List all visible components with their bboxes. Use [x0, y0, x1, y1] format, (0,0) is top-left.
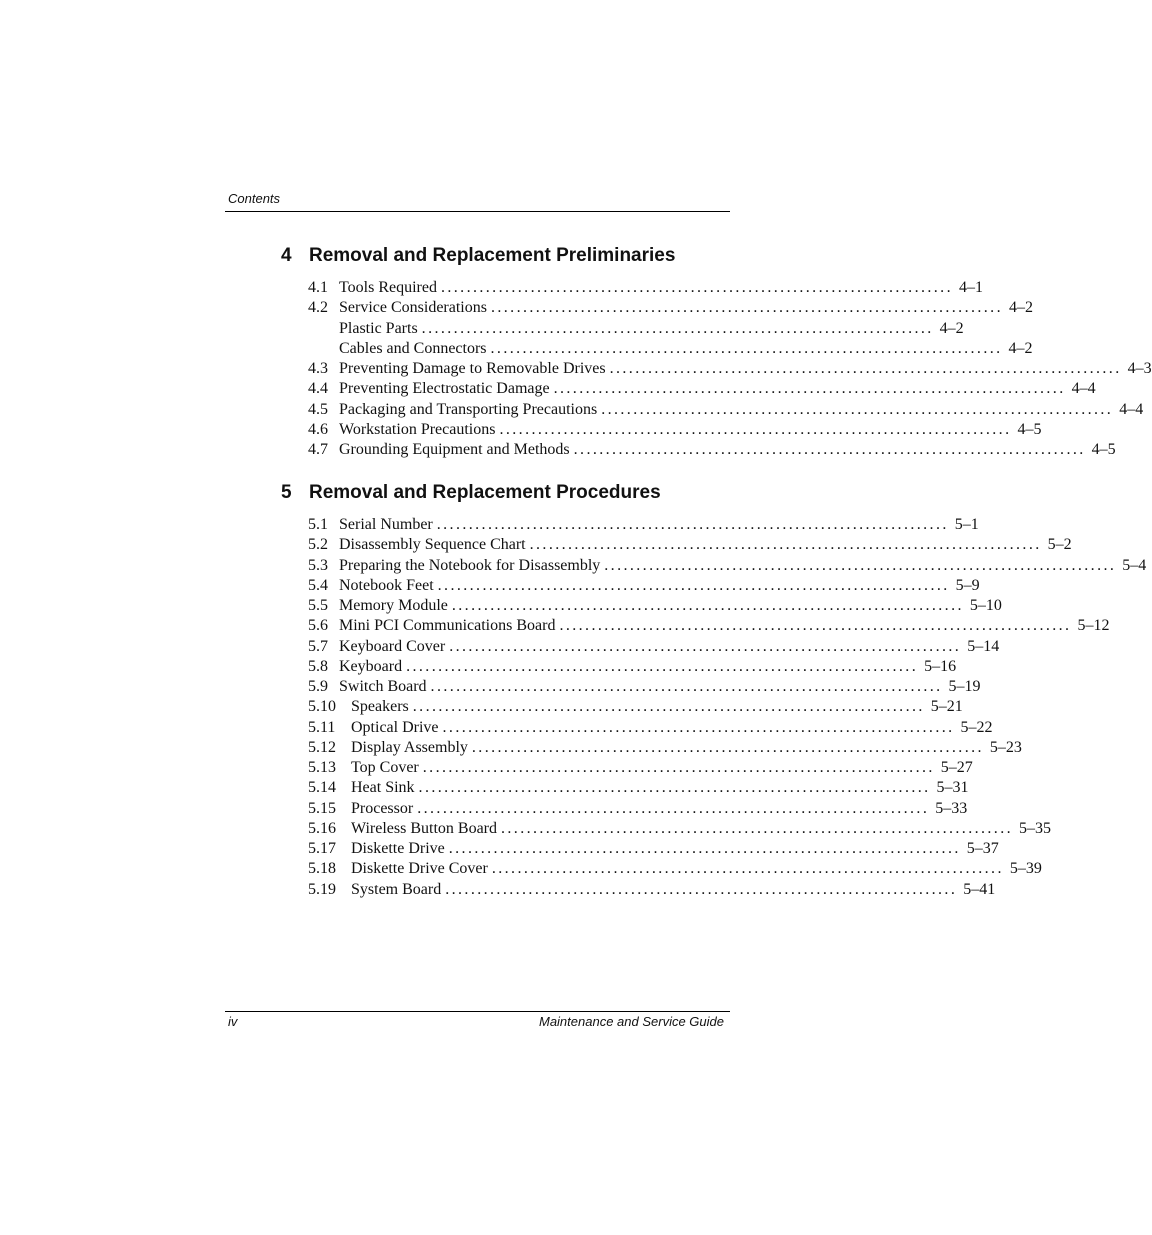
dot-leader: ................................................................................ [559, 617, 1072, 635]
chapter-number: 4 [281, 245, 292, 266]
toc-entry-page: 4–4 [1119, 400, 1144, 418]
toc-entry-title: Diskette Drive Cover [351, 860, 488, 878]
toc-entry-number: 5.12 [308, 738, 336, 756]
toc-entry-number: 5.13 [308, 759, 336, 776]
toc-entry-number: 5.17 [308, 840, 336, 857]
dot-leader: ................................................................................ [501, 819, 1013, 837]
toc-entry-page: 5–33 [935, 799, 968, 817]
dot-leader: ................................................................................ [529, 536, 1042, 554]
footer-title: Maintenance and Service Guide [538, 1014, 724, 1029]
toc-entry-number: 4.3 [308, 360, 328, 377]
toc-entry-title: Heat Sink [351, 779, 415, 797]
toc-entry [308, 596, 1002, 616]
dot-leader: ................................................................................ [601, 400, 1114, 418]
dot-leader: ................................................................................ [449, 637, 962, 655]
toc-entry-page: 5–12 [1077, 617, 1110, 635]
toc-entry [308, 859, 1042, 879]
toc-entry [308, 697, 963, 717]
dot-leader: ................................................................................ [406, 657, 919, 675]
dot-leader: ................................................................................ [412, 698, 925, 716]
toc-entry [308, 359, 1152, 379]
toc-entry-title: Wireless Button Board [351, 819, 497, 837]
toc-entry-number: 5.11 [308, 718, 336, 736]
dot-leader: ................................................................................ [436, 516, 949, 533]
toc-entry [308, 738, 1022, 758]
toc-entry [308, 758, 973, 778]
toc-entry-title: Cables and Connectors [339, 339, 487, 357]
toc-entry-page: 5–21 [930, 698, 963, 716]
toc-entry [308, 400, 1144, 420]
toc-entry-title: Top Cover [351, 759, 419, 776]
toc-entry-title: Preparing the Notebook for Disassembly [339, 556, 601, 574]
toc-entry-page: 5–10 [969, 597, 1002, 614]
toc-entry-page: 5–19 [948, 678, 981, 695]
chapter-title: Removal and Replacement Procedures [309, 482, 661, 503]
toc-entry-title: Service Considerations [339, 299, 487, 317]
toc-entry [308, 616, 1110, 636]
toc-entry [308, 420, 1042, 440]
toc-entry-page: 5–16 [924, 657, 957, 675]
dot-leader: ................................................................................ [417, 799, 930, 817]
toc-entry-page: 4–5 [1017, 420, 1042, 438]
dot-leader: ................................................................................ [573, 441, 1086, 458]
toc-entry-number: 5.8 [308, 657, 328, 675]
dot-leader: ................................................................................ [491, 860, 1004, 878]
toc-entry-page: 4–2 [1008, 299, 1033, 317]
dot-leader: ................................................................................ [471, 738, 984, 756]
toc-entry [308, 778, 969, 798]
toc-entry-title: Serial Number [339, 516, 433, 533]
chapter-heading [281, 482, 730, 515]
toc-entry-title: Diskette Drive [351, 840, 445, 857]
chapter-section [281, 245, 1152, 460]
toc-entry-page: 4–2 [939, 319, 964, 337]
toc-entry [308, 839, 999, 859]
dot-leader: ................................................................................ [437, 576, 950, 594]
toc-entry-title: Tools Required [339, 279, 437, 296]
chapter-heading [281, 245, 730, 278]
toc-entry-title: Grounding Equipment and Methods [339, 441, 570, 458]
dot-leader: ................................................................................ [422, 759, 935, 776]
toc-entry [308, 637, 1000, 657]
dot-leader: ................................................................................ [442, 718, 955, 736]
toc-entry-page: 5–41 [963, 880, 996, 898]
toc-entry-page: 5–23 [989, 738, 1022, 756]
toc-entry-number: 5.1 [308, 516, 328, 533]
toc-entry-title: Speakers [351, 698, 409, 716]
toc-entry [308, 677, 981, 697]
toc-entry-title: Preventing Electrostatic Damage [339, 380, 550, 398]
toc-entry-number: 5.9 [308, 678, 328, 695]
toc-entry-page: 5–27 [940, 759, 973, 776]
toc-entry [308, 718, 993, 738]
toc-entry-number: 5.4 [308, 576, 328, 594]
toc-entry [308, 556, 1147, 576]
toc-entry-number: 5.16 [308, 819, 336, 837]
toc-entry-title: Keyboard [339, 657, 403, 675]
toc-entry-title: Plastic Parts [339, 319, 418, 337]
toc-entry-title: Preventing Damage to Removable Drives [339, 360, 606, 377]
toc-entry-page: 4–1 [958, 279, 983, 296]
toc-entry-page: 4–3 [1127, 360, 1152, 377]
toc-entry-title: Mini PCI Communications Board [339, 617, 556, 635]
toc-entry-title: Workstation Precautions [339, 420, 496, 438]
toc-entry [308, 515, 979, 535]
toc-entry-page: 4–5 [1091, 441, 1116, 458]
toc-entry-page: 5–22 [960, 718, 993, 736]
toc-entry-page: 5–31 [936, 779, 969, 797]
toc-entry-title: Keyboard Cover [339, 637, 446, 655]
toc-entry-page: 5–14 [967, 637, 1000, 655]
dot-leader: ................................................................................ [490, 339, 1003, 357]
toc-entry-page: 5–9 [955, 576, 980, 594]
toc-entry [308, 535, 1072, 555]
toc-entry-number: 5.15 [308, 799, 336, 817]
dot-leader: ................................................................................ [440, 279, 953, 296]
toc-entry-number: 4.5 [308, 400, 328, 418]
toc-entry [308, 278, 983, 298]
toc-entry-number: 5.2 [308, 536, 328, 554]
dot-leader: ................................................................................ [604, 556, 1117, 574]
toc-entry-number: 4.6 [308, 420, 328, 438]
toc-entry-page: 5–4 [1122, 556, 1147, 574]
dot-leader: ................................................................................ [421, 319, 934, 337]
toc-entry-list [281, 278, 1152, 460]
dot-leader: ................................................................................ [445, 880, 958, 898]
toc-entry [308, 339, 1033, 359]
toc-entry [308, 799, 968, 819]
toc-entry-title: Optical Drive [351, 718, 439, 736]
dot-leader: ................................................................................ [609, 360, 1122, 377]
toc-entry-page: 4–4 [1071, 380, 1096, 398]
toc-entry-page: 4–2 [1008, 339, 1033, 357]
running-header: Contents [228, 191, 281, 206]
toc-entry [308, 298, 1033, 318]
toc-entry-list [281, 515, 1147, 900]
footer-rule [225, 1011, 730, 1012]
toc-entry-title: Switch Board [339, 678, 427, 695]
toc-entry [308, 657, 957, 677]
toc-entry-page: 5–35 [1019, 819, 1051, 837]
toc-entry-page: 5–39 [1009, 860, 1042, 878]
toc-entry-title: Disassembly Sequence Chart [339, 536, 526, 554]
toc-entry-number: 5.14 [308, 779, 336, 797]
page-number: iv [228, 1014, 238, 1029]
toc-entry-number: 5.19 [308, 880, 336, 898]
toc-entry-number: 4.1 [308, 279, 328, 296]
header-rule [225, 211, 730, 212]
dot-leader: ................................................................................ [418, 779, 931, 797]
toc-entry [308, 880, 996, 900]
chapter-title: Removal and Replacement Preliminaries [309, 245, 676, 266]
dot-leader: ................................................................................ [490, 299, 1003, 317]
dot-leader: ................................................................................ [430, 678, 943, 695]
toc-entry [308, 576, 980, 596]
toc-entry-number: 5.18 [308, 860, 336, 878]
toc-entry [308, 379, 1096, 399]
toc-entry-number: 4.7 [308, 441, 328, 458]
chapter-section [281, 482, 1147, 900]
toc-entry-number: 5.7 [308, 637, 328, 655]
toc-entry-number: 4.2 [308, 299, 328, 317]
toc-entry-title: Memory Module [339, 597, 448, 614]
toc-entry-title: Notebook Feet [339, 576, 434, 594]
toc-entry-title: Display Assembly [351, 738, 468, 756]
toc-entry [308, 819, 1051, 839]
toc-entry-number: 5.3 [308, 556, 328, 574]
toc-entry-page: 5–2 [1047, 536, 1072, 554]
dot-leader: ................................................................................ [499, 420, 1012, 438]
dot-leader: ................................................................................ [553, 380, 1066, 398]
toc-entry-number: 4.4 [308, 380, 328, 398]
toc-entry-number: 5.5 [308, 597, 328, 614]
chapter-number: 5 [281, 482, 292, 503]
toc-entry-number: 5.10 [308, 698, 336, 716]
toc-entry-number: 5.6 [308, 617, 328, 635]
toc-entry-title: System Board [351, 880, 442, 898]
toc-entry-page: 5–1 [954, 516, 979, 533]
toc-entry [308, 440, 1116, 460]
dot-leader: ................................................................................ [448, 840, 961, 857]
toc-entry-title: Packaging and Transporting Precautions [339, 400, 598, 418]
toc-entry [308, 319, 964, 339]
dot-leader: ................................................................................ [451, 597, 964, 614]
toc-entry-page: 5–37 [966, 840, 999, 857]
toc-entry-title: Processor [351, 799, 414, 817]
